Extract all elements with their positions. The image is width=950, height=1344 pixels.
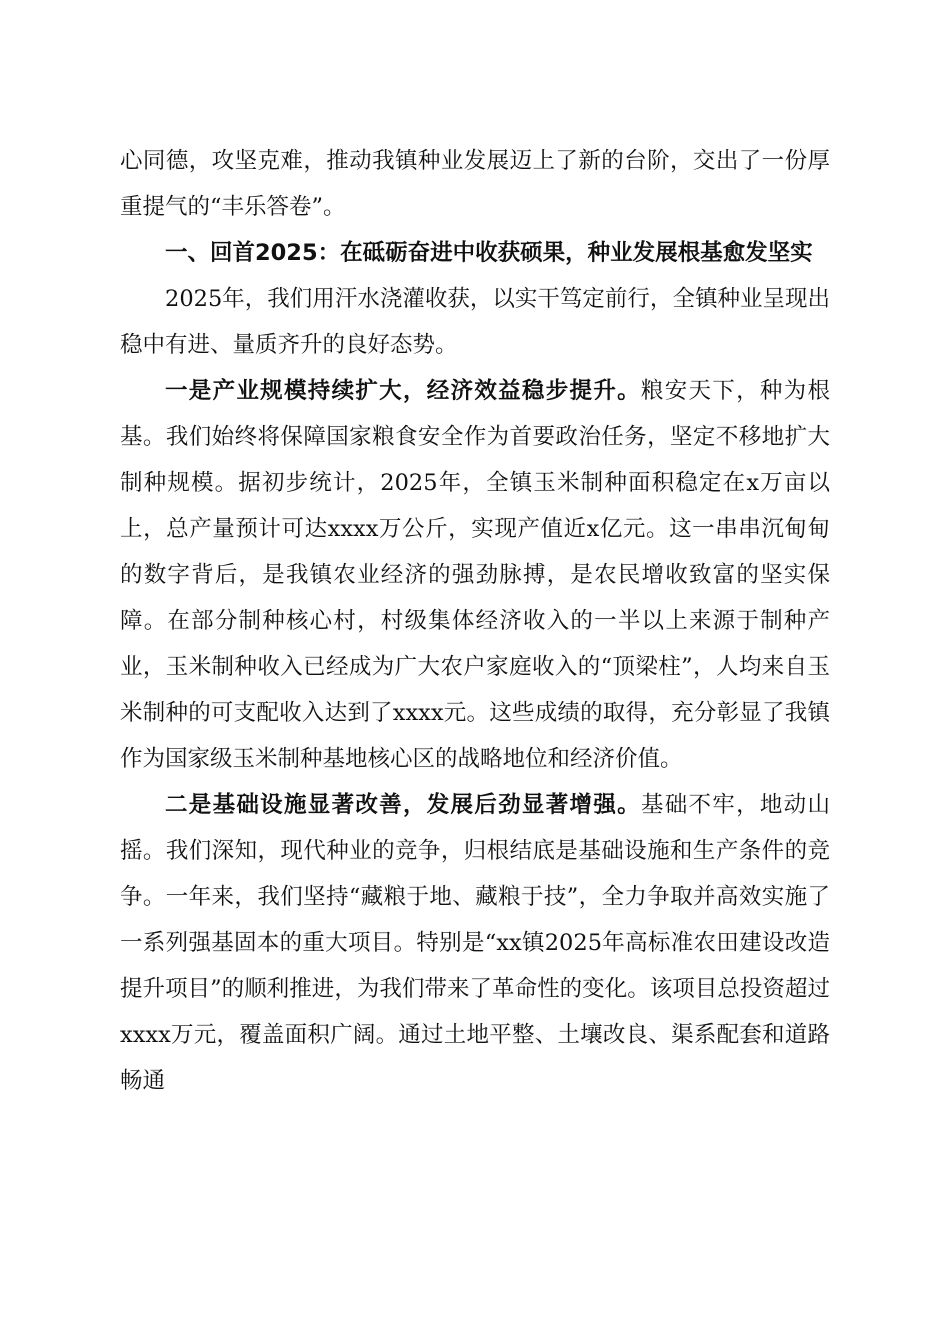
document-body [120,138,830,1104]
point-2-body: 基础不牢，地动山摇。我们深知，现代种业的竞争，归根结底是基础设施和生产条件的竞争。一年来，我们坚持“藏粮于地、藏粮于技”，全力争取并高效实施了一系列强基固本的重大项目。特别是“xx镇2025年高标准农田建设改造提升项目”的顺利推进，为我们带来了革命性的变化。该项目总投资超过xxxx万元，覆盖面积广阔。通过土地平整、土壤改良、渠系配套和道路畅通 [120,792,830,1094]
paragraph-intro: 2025年，我们用汗水浇灌收获，以实干笃定前行，全镇种业呈现出稳中有进、量质齐升的良好态势。 [120,286,830,358]
paragraph-point-1 [120,368,830,782]
point-1-body: 粮安天下，种为根基。我们始终将保障国家粮食安全作为首要政治任务，坚定不移地扩大制种规模。据初步统计，2025年，全镇玉米制种面积稳定在x万亩以上，总产量预计可达xxxx万公斤，实现产值近x亿元。这一串串沉甸甸的数字背后，是我镇农业经济的强劲脉搏，是农民增收致富的坚实保障。在部分制种核心村，村级集体经济收入的一半以上来源于制种产业，玉米制种收入已经成为广大农户家庭收入的“顶梁柱”，人均来自玉米制种的可支配收入达到了xxxx元。这些成绩的取得，充分彰显了我镇作为国家级玉米制种基地核心区的战略地位和经济价值。 [120,378,830,772]
paragraph-continuation: 心同德，攻坚克难，推动我镇种业发展迈上了新的台阶，交出了一份厚重提气的“丰乐答卷”。 [120,148,830,220]
point-1-lead: 一是产业规模持续扩大，经济效益稳步提升。 [165,378,641,404]
section-heading: 一、回首2025：在砥砺奋进中收获硕果，种业发展根基愈发坚实 [165,240,813,266]
point-2-lead: 二是基础设施显著改善，发展后劲显著增强。 [165,792,641,818]
paragraph-point-2 [120,782,830,1104]
